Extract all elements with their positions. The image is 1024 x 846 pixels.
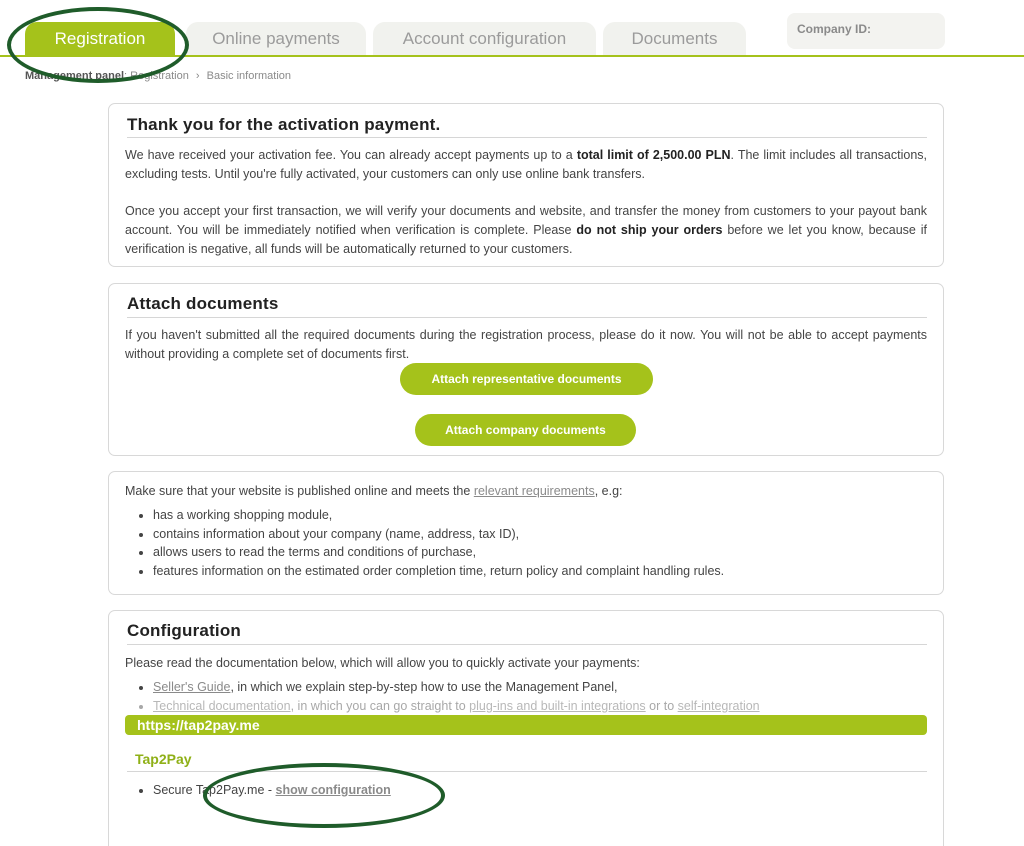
sellers-guide-link[interactable]: Seller's Guide bbox=[153, 680, 231, 694]
breadcrumb-separator: › bbox=[195, 70, 200, 82]
plugins-link[interactable]: plug-ins and built-in integrations bbox=[469, 698, 646, 713]
tap2pay-heading: Tap2Pay bbox=[135, 751, 192, 767]
relevant-requirements-link[interactable]: relevant requirements bbox=[473, 484, 595, 498]
configuration-title: Configuration bbox=[127, 621, 242, 640]
url-text: https://tap2pay.me bbox=[137, 717, 260, 733]
self-integration-link[interactable]: self-integration bbox=[677, 698, 760, 713]
url-bar bbox=[125, 715, 927, 735]
list-item: • has a working shopping module, bbox=[153, 506, 724, 525]
divider bbox=[127, 317, 927, 318]
limit-text: total limit of 2,500.00 PLN bbox=[576, 148, 731, 162]
activation-title: Thank you for the activation payment. bbox=[127, 115, 441, 134]
documentation-list bbox=[127, 678, 760, 715]
activation-paragraph-2: Once you accept your first transaction, we will verify your documents and website, and transfer the money from customers to your payout bank account. You will be immediately notified when verification is complete. Please do not ship your orders before we let you know, because if verification is negative, all funds will be automatically returned to your customers. bbox=[125, 204, 928, 256]
tab-online-payments[interactable]: Online payments bbox=[186, 22, 366, 56]
list-item: • Seller's Guide, in which we explain step-by-step how to use the Management Panel, bbox=[153, 678, 760, 697]
activation-paragraph-1: We have received your activation fee. You can already accept payments up to a total limit of 2,500.00 PLN. The limit includes all transactions, excluding tests. Until you're fully activated, your customers can only use online bank transfers. bbox=[125, 148, 927, 181]
technical-documentation-link[interactable]: Technical documentation bbox=[153, 698, 291, 713]
website-requirements-panel bbox=[108, 471, 944, 595]
configuration-intro: Please read the documentation below, which will allow you to quickly activate your payments: bbox=[125, 656, 640, 670]
tab-underline bbox=[0, 55, 1024, 57]
tab-documents[interactable]: Documents bbox=[603, 22, 746, 56]
breadcrumb: Management panel: Registration › Basic information bbox=[25, 70, 292, 82]
do-not-ship-text: do not ship your orders bbox=[576, 223, 723, 237]
tab-registration[interactable]: Registration bbox=[25, 22, 175, 56]
configuration-list bbox=[127, 781, 391, 800]
breadcrumb-basic-information: Basic information bbox=[206, 70, 292, 82]
list-item: • allows users to read the terms and conditions of purchase, bbox=[153, 543, 724, 562]
list-item: • contains information about your company (name, address, tax ID), bbox=[153, 525, 724, 544]
company-id-label: Company ID: bbox=[797, 22, 872, 36]
attach-representative-documents-button[interactable]: Attach representative documents bbox=[400, 363, 653, 395]
tab-account-configuration[interactable]: Account configuration bbox=[373, 22, 596, 56]
attach-documents-panel bbox=[108, 283, 944, 456]
company-id-box bbox=[787, 13, 945, 49]
divider bbox=[127, 771, 927, 772]
requirements-list bbox=[127, 506, 724, 580]
breadcrumb-registration[interactable]: Registration bbox=[130, 70, 189, 82]
divider bbox=[127, 644, 927, 645]
list-item: • features information on the estimated order completion time, return policy and complaint handling rules. bbox=[153, 562, 724, 581]
list-item: • Technical documentation, in which you can go straight to plug-ins and built-in integrations or to self-integration bbox=[153, 697, 760, 716]
divider bbox=[127, 137, 927, 138]
configuration-panel bbox=[108, 610, 944, 846]
website-intro: Make sure that your website is published online and meets the relevant requirements, e.g: bbox=[125, 484, 623, 498]
attach-documents-text: If you haven't submitted all the required documents during the registration process, please do it now. You will not be able to accept payments without providing a complete set of documents first. bbox=[125, 328, 927, 361]
attach-documents-title: Attach documents bbox=[127, 294, 279, 313]
list-item: • Secure Tap2Pay.me - show configuration bbox=[153, 781, 391, 800]
breadcrumb-root[interactable]: Management panel bbox=[25, 70, 125, 82]
attach-company-documents-button[interactable]: Attach company documents bbox=[415, 414, 636, 446]
activation-panel bbox=[108, 103, 944, 267]
tab-bar bbox=[0, 0, 1024, 58]
show-configuration-link[interactable]: show configuration bbox=[275, 783, 391, 797]
